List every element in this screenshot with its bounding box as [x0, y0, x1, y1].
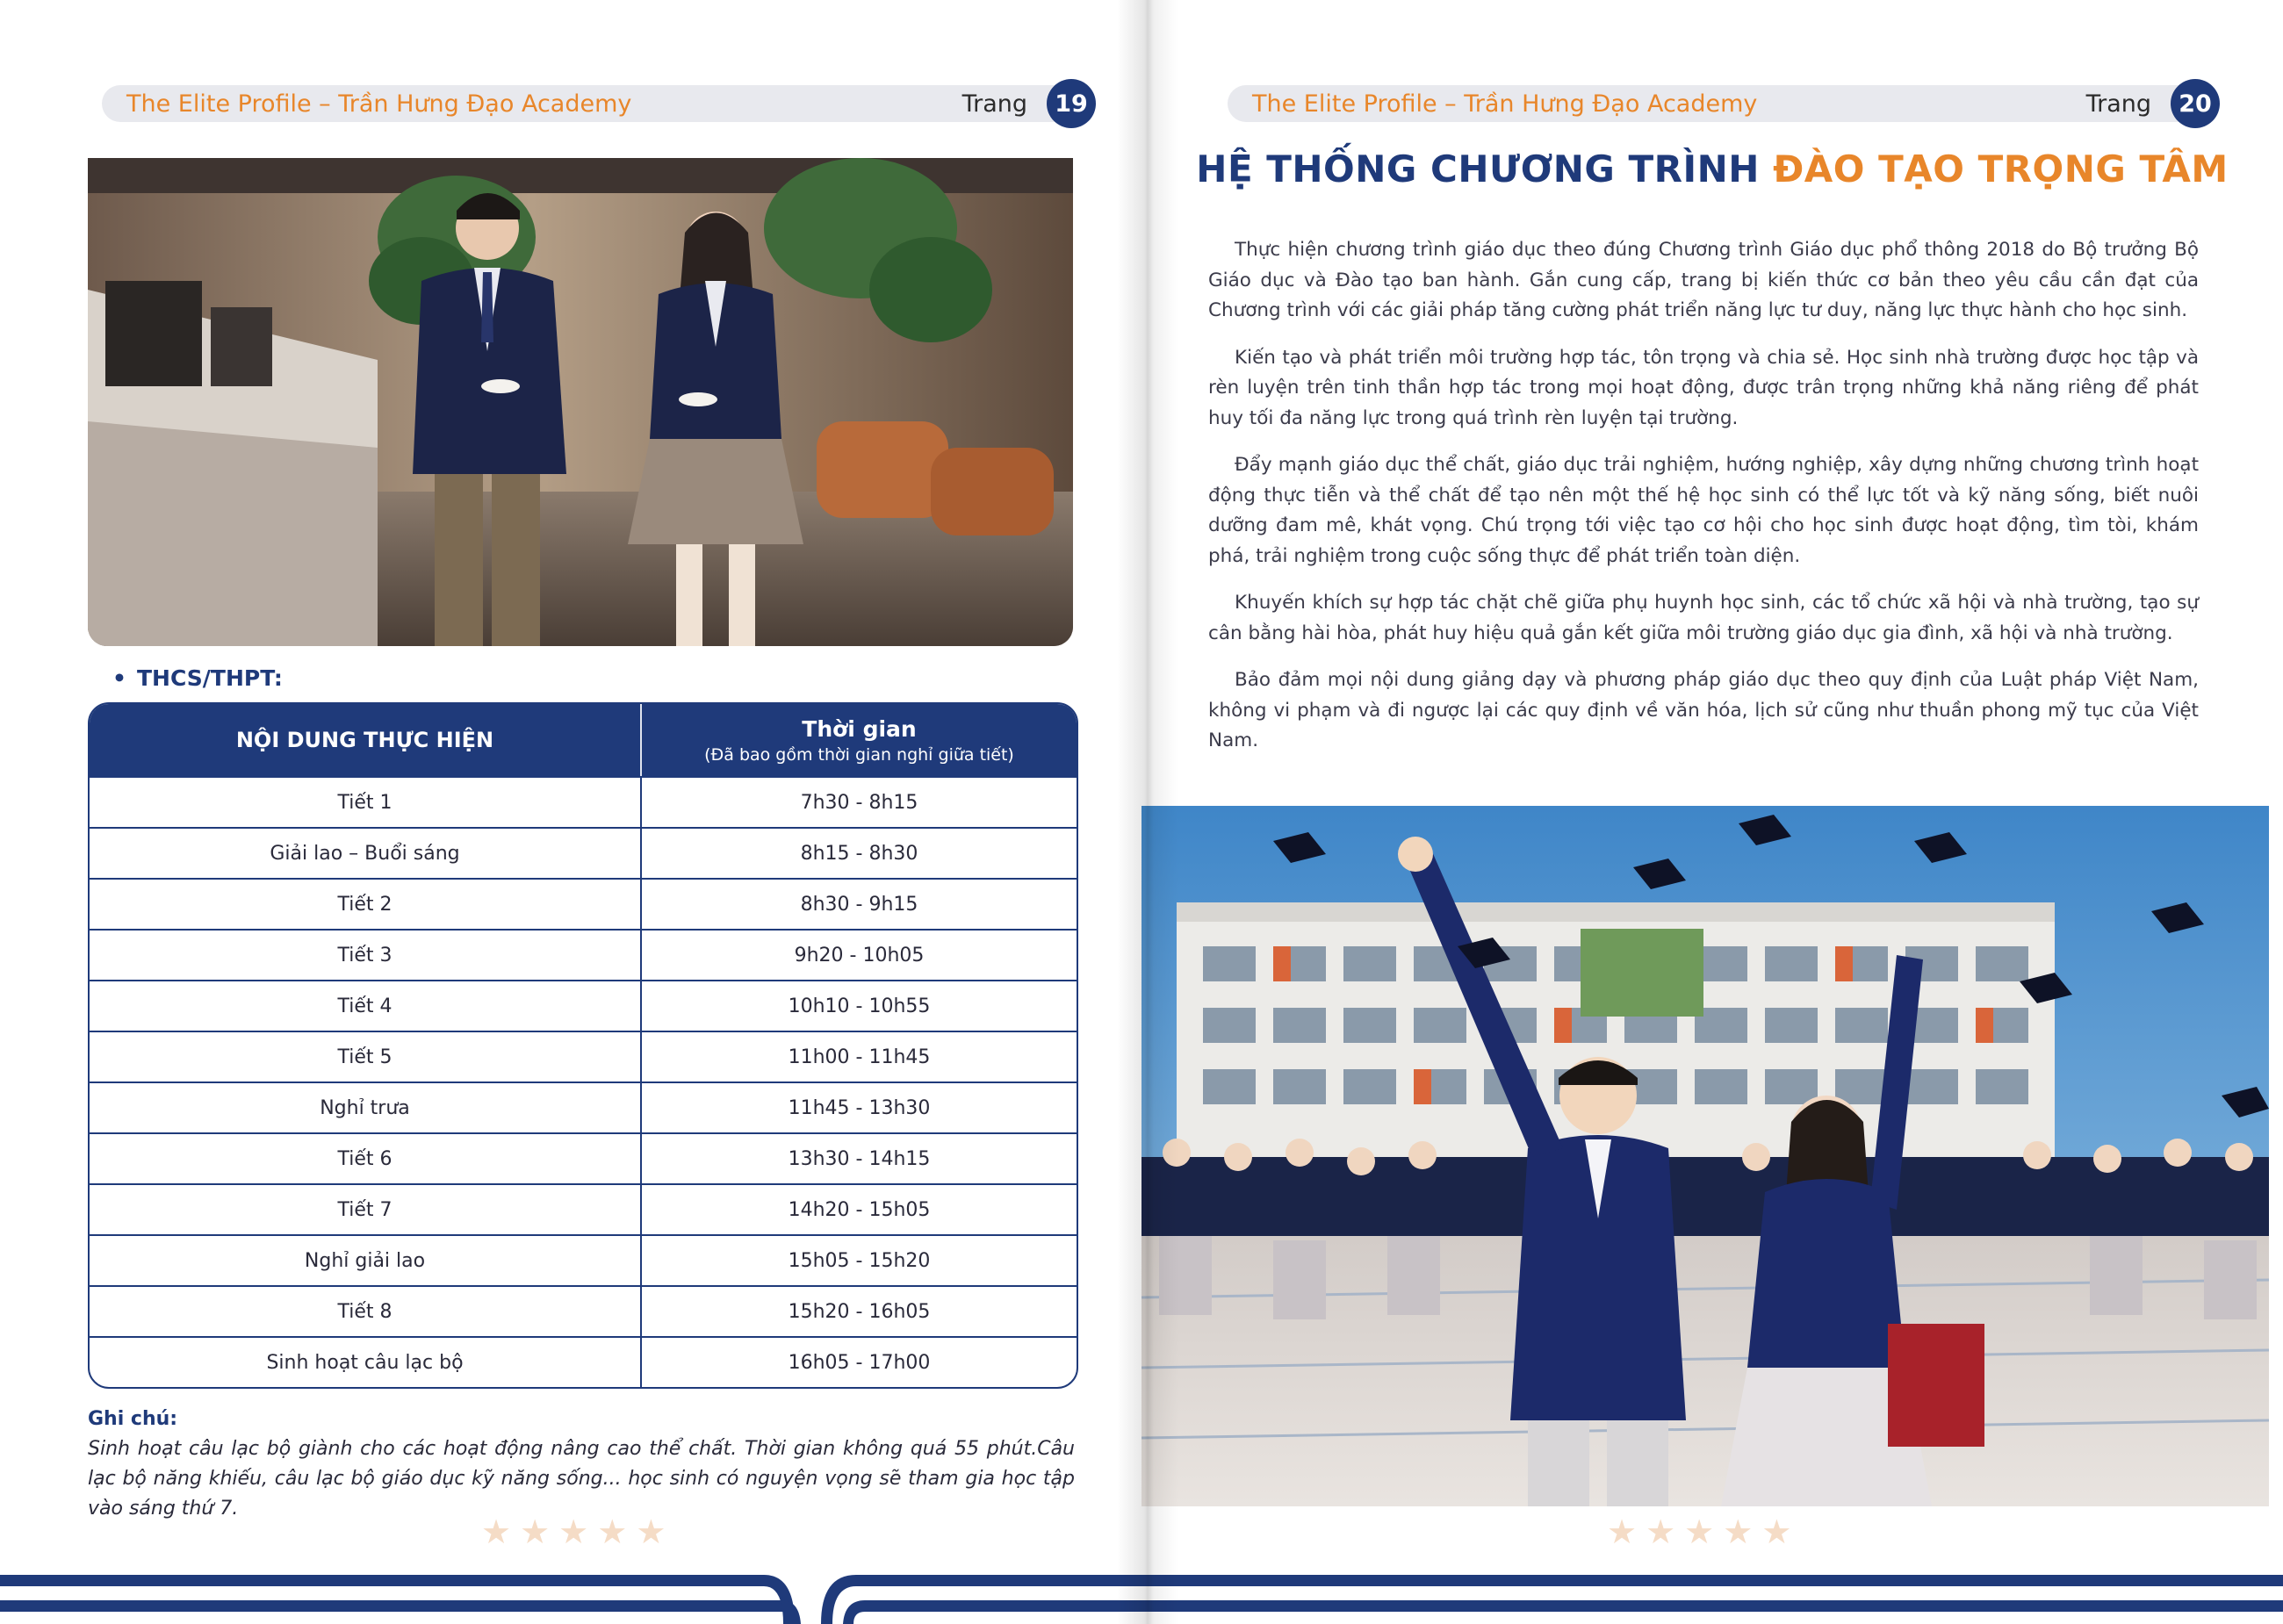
- table-header: [90, 704, 1077, 776]
- time-cell: 15h20 - 16h05: [788, 1300, 931, 1323]
- star-icon: ★: [520, 1513, 551, 1551]
- time-cell: 10h10 - 10h55: [788, 995, 931, 1017]
- time-cell: 14h20 - 15h05: [788, 1198, 931, 1221]
- table-row: [90, 1031, 1077, 1081]
- page-number-badge: 20: [2171, 79, 2220, 128]
- paragraph: Bảo đảm mọi nội dung giảng dạy và phương pháp giáo dục theo quy định của Luật pháp Việt Nam, không vi phạm và đi ngược lại các quy định về văn hóa, lịch sử cũng như thuần phong mỹ tục của Việt Nam.: [1208, 669, 2199, 751]
- bottom-wave-decor: [0, 1563, 1142, 1624]
- bottom-wave-decor: [1142, 1563, 2283, 1624]
- table-row: [90, 1285, 1077, 1336]
- star-rating-decor: [1607, 1515, 1791, 1549]
- activity-cell: Giải lao – Buổi sáng: [90, 829, 642, 878]
- section-label: [112, 665, 283, 691]
- page-label: Trang: [961, 90, 1027, 118]
- activity-cell: Sinh hoạt câu lạc bộ: [90, 1338, 642, 1387]
- paragraph: Khuyến khích sự hợp tác chặt chẽ giữa phụ huynh học sinh, các tổ chức xã hội và nhà trường, tạo sự cân bằng hài hòa, phát huy hiệu quả gắn kết giữa môi trường giáo dục gia đình, xã hội và nhà trường.: [1208, 592, 2199, 644]
- header-activity: NỘI DUNG THỰC HIỆN: [90, 704, 642, 776]
- table-row: [90, 1234, 1077, 1285]
- graduation-photo: [1142, 806, 2269, 1506]
- star-icon: ★: [636, 1513, 666, 1551]
- paragraph: Đẩy mạnh giáo dục thể chất, giáo dục trải nghiệm, hướng nghiệp, xây dựng những chương trình hoạt động thực tiễn và thể chất để tạo nên một thế hệ học sinh có thể lực tốt và kỹ năng sống, biết nuôi dưỡng đam mê, khát vọng. Chú trọng tới việc tạo cơ hội cho học sinh được hoạt động, tìm tòi, khám phá, trải nghiệm trong cuộc sống thực để phát triển toàn diện.: [1208, 454, 2199, 567]
- body-paragraphs: [1208, 235, 2199, 773]
- time-cell: 11h45 - 13h30: [788, 1096, 931, 1119]
- table-row: [90, 776, 1077, 827]
- paragraph: Thực hiện chương trình giáo dục theo đúng Chương trình Giáo dục phổ thông 2018 do Bộ trưởng Bộ Giáo dục và Đào tạo ban hành. Gắn cung cấp, trang bị kiến thức cơ bản theo yêu cầu cần đạt của Chương trình với các giải pháp tăng cường phát triển năng lực tư duy, năng lực thực hành cho học sinh.: [1208, 239, 2199, 321]
- time-cell: 7h30 - 8h15: [800, 791, 918, 814]
- header-time: [642, 704, 1077, 776]
- table-row: [90, 1183, 1077, 1234]
- page-header: [1228, 85, 2215, 122]
- activity-cell: Nghỉ trưa: [90, 1083, 642, 1132]
- page-heading: [1194, 147, 2230, 190]
- time-cell: 13h30 - 14h15: [788, 1147, 931, 1170]
- paragraph: Kiến tạo và phát triển môi trường hợp tác, tôn trọng và chia sẻ. Học sinh nhà trường được học tập và rèn luyện trên tinh thần hợp tác trong mọi hoạt động, được trân trọng những khả năng riêng để phát huy tối đa năng lực trong quá trình rèn luyện tại trường.: [1208, 346, 2199, 429]
- time-cell: 16h05 - 17h00: [788, 1351, 931, 1374]
- star-rating-decor: [481, 1515, 666, 1549]
- star-icon: ★: [1607, 1513, 1638, 1551]
- header-time-title: Thời gian: [802, 715, 917, 742]
- table-row: [90, 1132, 1077, 1183]
- page-header: [102, 85, 1091, 122]
- table-row: [90, 827, 1077, 878]
- time-cell: 8h30 - 9h15: [800, 893, 918, 916]
- header-time-subtitle: (Đã bao gồm thời gian nghỉ giữa tiết): [704, 744, 1014, 765]
- table-row: [90, 1081, 1077, 1132]
- star-icon: ★: [1646, 1513, 1676, 1551]
- header-title: The Elite Profile – Trần Hưng Đạo Academy: [1252, 90, 1758, 118]
- star-icon: ★: [1684, 1513, 1715, 1551]
- star-icon: ★: [481, 1513, 512, 1551]
- star-icon: ★: [1761, 1513, 1792, 1551]
- activity-cell: Nghỉ giải lao: [90, 1236, 642, 1285]
- heading-part-navy: HỆ THỐNG CHƯƠNG TRÌNH: [1196, 147, 1760, 190]
- table-row: [90, 929, 1077, 980]
- heading-part-orange: ĐÀO TẠO TRỌNG TÂM: [1773, 147, 2229, 190]
- students-cafe-photo: [88, 158, 1073, 646]
- table-row: [90, 1336, 1077, 1387]
- note-label: Ghi chú:: [88, 1408, 178, 1430]
- section-label-text: THCS/THPT:: [136, 665, 283, 691]
- activity-cell: Tiết 1: [90, 778, 642, 827]
- note-block: [88, 1405, 1075, 1524]
- page-20: [1142, 0, 2283, 1624]
- activity-cell: Tiết 6: [90, 1134, 642, 1183]
- header-title: The Elite Profile – Trần Hưng Đạo Academy: [126, 90, 632, 118]
- star-icon: ★: [597, 1513, 628, 1551]
- table-row: [90, 980, 1077, 1031]
- activity-cell: Tiết 5: [90, 1032, 642, 1081]
- table-row: [90, 878, 1077, 929]
- note-text: Sinh hoạt câu lạc bộ giành cho các hoạt động nâng cao thể chất. Thời gian không quá 55 phút.Câu lạc bộ năng khiếu, câu lạc bộ giáo dục kỹ năng sống... học sinh có nguyện vọng sẽ tham gia học tập vào sáng thứ 7.: [88, 1438, 1075, 1520]
- star-icon: ★: [558, 1513, 589, 1551]
- bullet-icon: •: [112, 665, 126, 691]
- activity-cell: Tiết 2: [90, 880, 642, 929]
- time-cell: 11h00 - 11h45: [788, 1046, 931, 1068]
- time-cell: 15h05 - 15h20: [788, 1249, 931, 1272]
- activity-cell: Tiết 8: [90, 1287, 642, 1336]
- time-cell: 8h15 - 8h30: [800, 842, 918, 865]
- page-number-badge: 19: [1047, 79, 1096, 128]
- page-label: Trang: [2085, 90, 2151, 118]
- schedule-table: [88, 702, 1078, 1389]
- time-cell: 9h20 - 10h05: [794, 944, 925, 966]
- activity-cell: Tiết 7: [90, 1185, 642, 1234]
- activity-cell: Tiết 4: [90, 981, 642, 1031]
- activity-cell: Tiết 3: [90, 931, 642, 980]
- star-icon: ★: [1723, 1513, 1754, 1551]
